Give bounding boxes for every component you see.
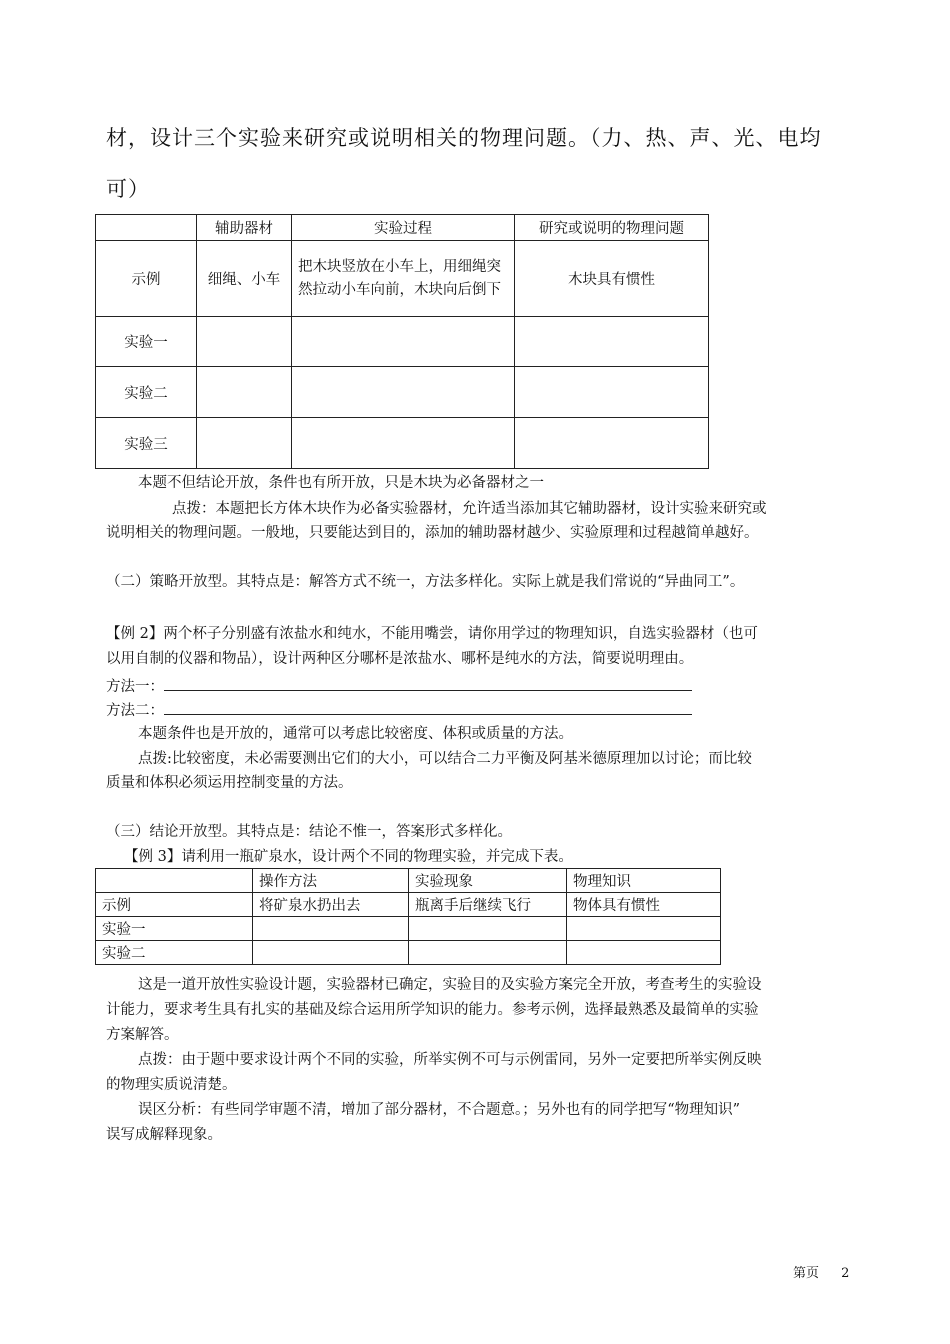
table-cell[interactable] [292, 418, 515, 469]
table-cell: 实验一 [96, 317, 197, 367]
table-row [96, 241, 709, 317]
table-row [96, 317, 709, 367]
table-cell: 实验三 [96, 418, 197, 469]
section-2-heading: （二）策略开放型。其特点是：解答方式不统一，方法多样化。实际上就是我们常说的“异曲同工”。 [106, 574, 745, 590]
table-cell[interactable] [567, 941, 721, 965]
example-2-line-1: 【例 2】两个杯子分别盛有浓盐水和纯水，不能用嘴尝，请你用学过的物理知识，自选实验器材（也可 [106, 626, 758, 642]
table-header-cell: 实验过程 [292, 215, 515, 241]
table-header-cell: 物理知识 [567, 869, 721, 893]
example-2-line-2: 以用自制的仪器和物品），设计两种区分哪杯是浓盐水、哪杯是纯水的方法，简要说明理由。 [106, 651, 694, 667]
note-3-line-3: 方案解答。 [106, 1027, 179, 1043]
table-cell[interactable] [197, 418, 292, 469]
table-cell: 木块具有惯性 [515, 241, 709, 317]
example-3: 【例 3】请利用一瓶矿泉水，设计两个不同的物理实验，并完成下表。 [124, 849, 573, 865]
hint-1-line-1: 点拨：本题把长方体木块作为必备实验器材，允许适当添加其它辅助器材，设计实验来研究或 [172, 501, 767, 517]
method-2-answer-blank[interactable] [164, 697, 692, 715]
table-row [96, 893, 721, 917]
page-label: 第页 [793, 1266, 820, 1281]
table-cell[interactable] [515, 367, 709, 418]
hint-3-line-2: 的物理实质说清楚。 [106, 1077, 237, 1093]
table-cell[interactable] [409, 941, 567, 965]
experiment-table-2 [95, 868, 721, 965]
method-2-label: 方法二： [106, 703, 164, 719]
table-header-cell: 操作方法 [253, 869, 409, 893]
table-row [96, 418, 709, 469]
table-row [96, 941, 721, 965]
method-1-answer-blank[interactable] [164, 673, 692, 691]
table-cell[interactable] [197, 317, 292, 367]
table-cell: 实验一 [96, 917, 253, 941]
intro-line-1: 材，设计三个实验来研究或说明相关的物理问题。（力、热、声、光、电均 [106, 126, 822, 150]
note-3-line-2: 计能力，要求考生具有扎实的基础及综合运用所学知识的能力。参考示例，选择最熟悉及最简单的实验 [106, 1002, 759, 1018]
note-3-line-1: 这是一道开放性实验设计题，实验器材已确定，实验目的及实验方案完全开放，考查考生的实验设 [138, 977, 762, 993]
table-cell: 物体具有惯性 [567, 893, 721, 917]
note-1: 本题不但结论开放，条件也有所开放，只是木块为必备器材之一 [138, 475, 544, 491]
intro-line-2: 可） [106, 177, 150, 201]
hint-1-line-2: 说明相关的物理问题。一般地，只要能达到目的，添加的辅助器材越少、实验原理和过程越简单越好。 [106, 525, 759, 541]
method-1-row [106, 673, 692, 699]
table-row [96, 917, 721, 941]
experiment-table-1 [95, 214, 709, 469]
table-header-cell [96, 869, 253, 893]
table-row [96, 367, 709, 418]
page-number: 2 [841, 1266, 850, 1281]
table-header-cell: 辅助器材 [197, 215, 292, 241]
table-cell: 示例 [96, 241, 197, 317]
table-header-row [96, 215, 709, 241]
table-header-cell: 实验现象 [409, 869, 567, 893]
hint-2-line-2: 质量和体积必须运用控制变量的方法。 [106, 775, 353, 791]
table-cell: 实验二 [96, 367, 197, 418]
table-cell[interactable] [253, 941, 409, 965]
table-header-cell: 研究或说明的物理问题 [515, 215, 709, 241]
table-cell: 将矿泉水扔出去 [253, 893, 409, 917]
table-cell[interactable] [292, 317, 515, 367]
note-2: 本题条件也是开放的，通常可以考虑比较密度、体积或质量的方法。 [138, 726, 573, 742]
table-header-row [96, 869, 721, 893]
table-cell: 瓶离手后继续飞行 [409, 893, 567, 917]
table-header-cell [96, 215, 197, 241]
table-cell[interactable] [515, 317, 709, 367]
table-cell: 把木块竖放在小车上，用细绳突然拉动小车向前，木块向后倒下 [292, 241, 515, 317]
table-cell[interactable] [515, 418, 709, 469]
table-cell: 实验二 [96, 941, 253, 965]
table-cell[interactable] [253, 917, 409, 941]
hint-3-line-1: 点拨：由于题中要求设计两个不同的实验，所举实例不可与示例雷同，另外一定要把所举实例反映 [138, 1052, 762, 1068]
table-cell[interactable] [567, 917, 721, 941]
hint-2-line-1: 点拨:比较密度，未必需要测出它们的大小，可以结合二力平衡及阿基米德原理加以讨论；而比较 [138, 751, 752, 767]
error-analysis-line-2: 误写成解释现象。 [106, 1127, 222, 1143]
table-cell: 细绳、小车 [197, 241, 292, 317]
section-3-heading: （三）结论开放型。其特点是：结论不惟一，答案形式多样化。 [106, 824, 512, 840]
method-2-row [106, 697, 692, 723]
table-cell[interactable] [409, 917, 567, 941]
method-1-label: 方法一： [106, 679, 164, 695]
table-cell[interactable] [197, 367, 292, 418]
error-analysis-line-1: 误区分析：有些同学审题不清，增加了部分器材，不合题意。；另外也有的同学把写“物理知识” [138, 1102, 741, 1118]
table-cell: 示例 [96, 893, 253, 917]
page-footer [793, 1262, 849, 1286]
table-cell[interactable] [292, 367, 515, 418]
